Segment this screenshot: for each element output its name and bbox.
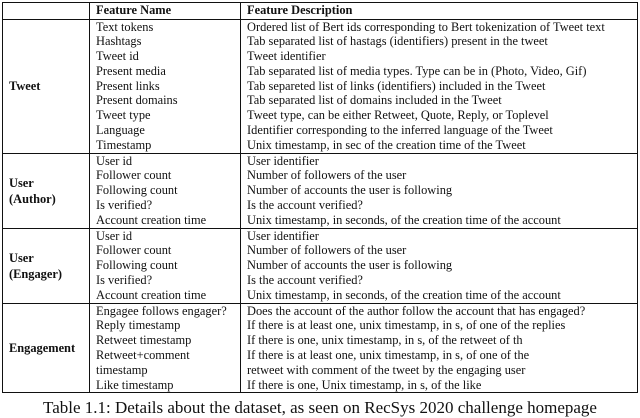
table-row	[3, 363, 638, 378]
feature-name: Timestamp	[90, 138, 241, 153]
table-row	[3, 183, 638, 198]
feature-name: Retweet+comment	[90, 348, 241, 363]
feature-description: retweet with comment of the tweet by the engaging user	[247, 362, 526, 377]
feature-description: Tweet identifier	[247, 49, 326, 64]
feature-description: User identifier	[247, 228, 319, 243]
table-row	[3, 243, 638, 258]
feature-name: Text tokens	[90, 19, 241, 34]
feature-name: User id	[90, 228, 241, 243]
section-group-label-line: Tweet	[9, 79, 41, 94]
section-group-label-line: Engagement	[9, 341, 76, 356]
table-row	[3, 228, 638, 243]
table-row	[3, 168, 638, 183]
feature-description: Number of accounts the user is following	[247, 258, 453, 273]
feature-name: Retweet timestamp	[90, 333, 241, 348]
table-row	[3, 288, 638, 303]
table-row	[3, 333, 638, 348]
feature-name: Is verified?	[90, 273, 241, 288]
table-row	[3, 303, 638, 318]
feature-description: Tweet type, can be either Retweet, Quote, Reply, or Toplevel	[247, 108, 549, 123]
header-group	[3, 3, 90, 20]
feature-description: Identifier corresponding to the inferred language of the Tweet	[247, 123, 553, 138]
table-row	[3, 198, 638, 213]
table-row	[3, 258, 638, 273]
table-row	[3, 273, 638, 288]
feature-description: Ordered list of Bert ids corresponding to Bert tokenization of Tweet text	[247, 19, 605, 34]
section-group-label	[3, 19, 90, 153]
feature-name: Present media	[90, 64, 241, 79]
table-row	[3, 49, 638, 64]
feature-name: Following count	[90, 258, 241, 273]
feature-description: If there is one, unix timestamp, in s, of the retweet of th	[247, 333, 523, 348]
feature-name: Language	[90, 123, 241, 138]
feature-description: Is the account verified?	[247, 273, 363, 288]
table-row	[3, 19, 638, 34]
table-row	[3, 64, 638, 79]
table-row	[3, 378, 638, 393]
feature-name: Tweet id	[90, 49, 241, 64]
table-row	[3, 93, 638, 108]
feature-description: Number of followers of the user	[247, 168, 407, 183]
feature-name: Account creation time	[90, 213, 241, 228]
section-group-label-line: User	[9, 250, 34, 265]
table-row	[3, 213, 638, 228]
feature-description: If there is at least one, unix timestamp, in s, of one of the replies	[247, 318, 566, 333]
section-group-label	[3, 303, 90, 393]
feature-name: Present links	[90, 79, 241, 94]
feature-description: Does the account of the author follow the account that has engaged?	[247, 303, 586, 318]
feature-name: Hashtags	[90, 34, 241, 49]
feature-name: Follower count	[90, 168, 241, 183]
feature-name: timestamp	[90, 363, 241, 378]
section-group-label	[3, 153, 90, 228]
table-header-row	[3, 3, 638, 20]
feature-name: Account creation time	[90, 288, 241, 303]
feature-name: Present domains	[90, 93, 241, 108]
header-feature-name: Feature Name	[90, 3, 241, 20]
feature-name: Like timestamp	[90, 378, 241, 393]
feature-name: Tweet type	[90, 108, 241, 123]
table-row	[3, 153, 638, 168]
table-row	[3, 34, 638, 49]
table-row	[3, 138, 638, 153]
feature-name: User id	[90, 153, 241, 168]
feature-description: If there is one, Unix timestamp, in s, of the like	[241, 378, 638, 393]
feature-description: Unix timestamp, in seconds, of the creation time of the account	[241, 288, 638, 303]
feature-description: Tab separated list of hastags (identifiers) present in the tweet	[247, 34, 548, 49]
feature-description: Number of followers of the user	[247, 243, 407, 258]
feature-description: Tab separated list of media types. Type can be in (Photo, Video, Gif)	[247, 63, 587, 78]
feature-description: User identifier	[247, 153, 319, 168]
feature-description: Unix timestamp, in seconds, of the creation time of the account	[241, 213, 638, 228]
section-group-label-line: (Author)	[9, 191, 56, 206]
feature-name: Engagee follows engager?	[90, 303, 241, 318]
section-group-label-line: (Engager)	[9, 266, 62, 281]
feature-name: Follower count	[90, 243, 241, 258]
feature-description: Tab separeted list of links (identifiers) included in the Tweet	[247, 78, 546, 93]
dataset-features-table	[2, 2, 638, 393]
feature-description: Unix timestamp, in sec of the creation time of the Tweet	[241, 138, 638, 153]
table-row	[3, 123, 638, 138]
table-row	[3, 108, 638, 123]
table-row	[3, 348, 638, 363]
header-feature-description: Feature Description	[241, 3, 638, 20]
table-row	[3, 79, 638, 94]
section-group-label	[3, 228, 90, 303]
section-group-label-line: User	[9, 175, 34, 190]
feature-description: Is the account verified?	[247, 198, 363, 213]
feature-name: Following count	[90, 183, 241, 198]
feature-description: Tab separated list of domains included in the Tweet	[247, 93, 502, 108]
table-row	[3, 318, 638, 333]
table-caption: Table 1.1: Details about the dataset, as seen on RecSys 2020 challenge homepage	[43, 398, 597, 417]
feature-description: Number of accounts the user is following	[247, 183, 453, 198]
feature-description: If there is at least one, unix timestamp, in s, of one of the	[247, 348, 530, 363]
feature-name: Reply timestamp	[90, 318, 241, 333]
feature-name: Is verified?	[90, 198, 241, 213]
